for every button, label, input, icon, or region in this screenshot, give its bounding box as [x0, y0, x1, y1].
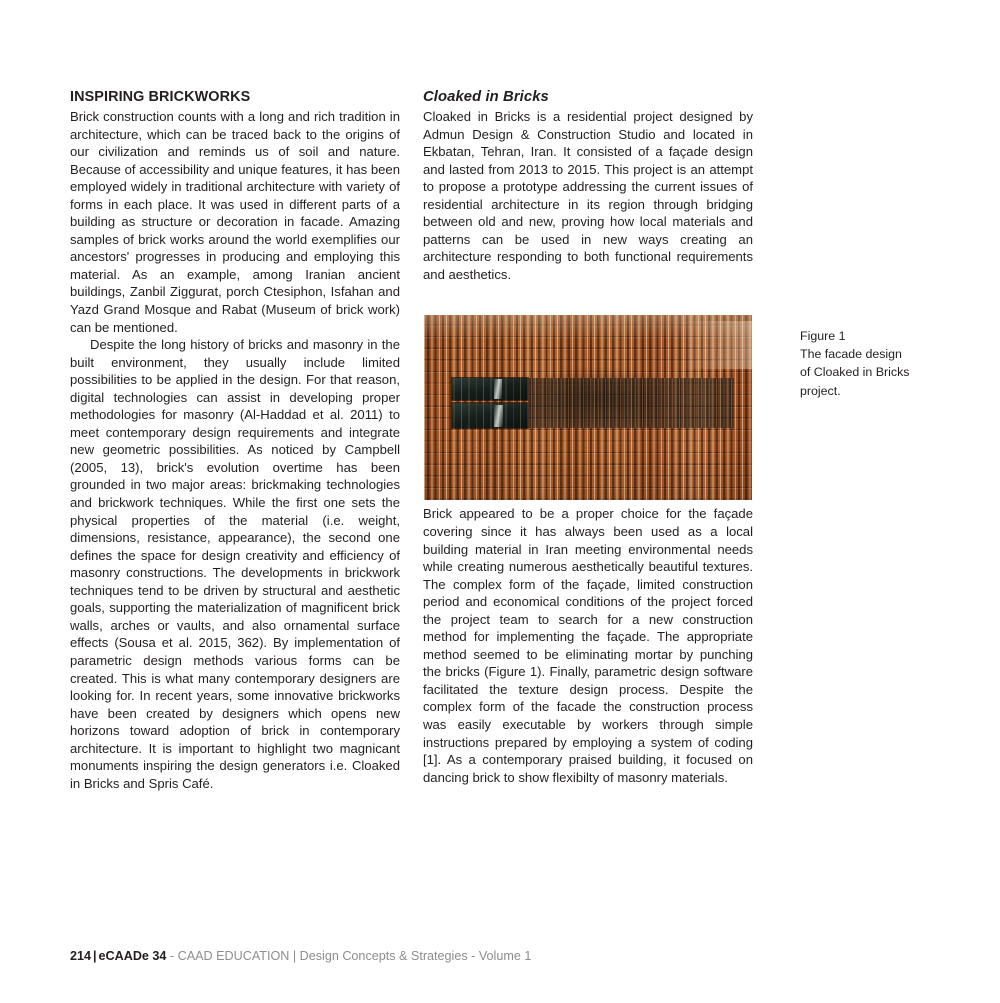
- footer-separator: |: [93, 949, 97, 963]
- footer-track: - CAAD EDUCATION | Design Concepts & Strategies - Volume 1: [169, 949, 532, 963]
- section-heading-cloaked-in-bricks: Cloaked in Bricks: [423, 89, 549, 105]
- footer-page-number: 214: [70, 949, 92, 963]
- paragraph: Brick appeared to be a proper choice for the façade covering since it has always been used as a local building material in Iran meeting environmental needs while creating numerous aesthetically beautiful textures. The complex form of the façade, limited construction period and economical conditions of the project forced the project team to search for a new construction method for implementing the façade. The appropriate method seemed to be eliminating mortar by punching the bricks (Figure 1). Finally, parametric design software facilitated the texture design process. Despite the complex form of the facade the construction process was easily executable by workers through simple instructions prepared by employing a system of coding [1]. As a contemporary praised building, it focused on dancing brick to show flexibilty of masonry materials.: [423, 506, 753, 785]
- page-footer: [70, 948, 531, 964]
- left-text-column: [70, 88, 400, 792]
- footer-publication: eCAADe 34: [98, 949, 167, 963]
- figure-caption-line-3: project.: [800, 383, 841, 398]
- figure-caption-label: Figure 1: [800, 329, 846, 343]
- paragraph: Despite the long history of bricks and masonry in the built environment, they usually include limited possibilities to be applied in the design. For that reason, digital technologies can assist in developing proper methodologies for masonry (Al-Haddad et al. 2011) to meet contemporary design requirements and integrate new geometric possibilities. As noticed by Campbell (2005, 13), brick's evolution overtime has been grounded in two major areas: brickmaking technologies and brickwork techniques. While the first one sets the physical properties of the material (i.e. weight, dimensions, resistance, appearance), the second one defines the space for design creativity and efficiency of masonry constructions. The developments in brickwork techniques tend to be driven by structural and aesthetic goals, supporting the materialization of magnificent brick walls, arches or vaults, and also ornamental surface effects (Sousa et al. 2015, 362). By implementation of parametric design methods various forms can be created. This is what many contemporary designers are looking for. In recent years, some innovative brickworks have been created by designers which opens new horizons toward adoption of brick in contemporary architecture. It is important to highlight two magnicant monuments inspiring the design generators i.e. Cloaked in Bricks and Spris Café.: [70, 337, 400, 791]
- figure-caption-line-2: of Cloaked in Bricks: [800, 365, 910, 380]
- figure-image-brick-facade: [424, 315, 752, 500]
- figure-right-light-band: [678, 321, 752, 369]
- figure-caption: [800, 327, 950, 400]
- figure-caption-line-1: The facade design: [800, 347, 902, 362]
- paragraph: Cloaked in Bricks is a residential project designed by Admun Design & Construction Studio and located in Ekbatan, Tehran, Iran. It consisted of a façade design and lasted from 2013 to 2015. This project is an attempt to propose a prototype addressing the current issues of residential architecture in its region through bridging between old and new, proving how local materials and patterns can be used in new ways creating an architecture responding to both functional requirements and aesthetics.: [423, 109, 753, 282]
- section-heading-inspiring-brickworks: INSPIRING BRICKWORKS: [70, 89, 251, 105]
- paragraph: Brick construction counts with a long and rich tradition in architecture, which can be traced back to the origins of our civilization and reminds us of soil and nature. Because of accessibility and unique features, it has been employed widely in traditional architecture with variety of forms in each place. It was used in different parts of a building as structure or decoration in facade. Amazing samples of brick works around the world exemplifies our ancestors' progresses in producing and employing this material. As an example, among Iranian ancient buildings, Zanbil Ziggurat, porch Ctesiphon, Isfahan and Yazd Grand Mosque and Rabat (Museum of brick work) can be mentioned.: [70, 109, 400, 335]
